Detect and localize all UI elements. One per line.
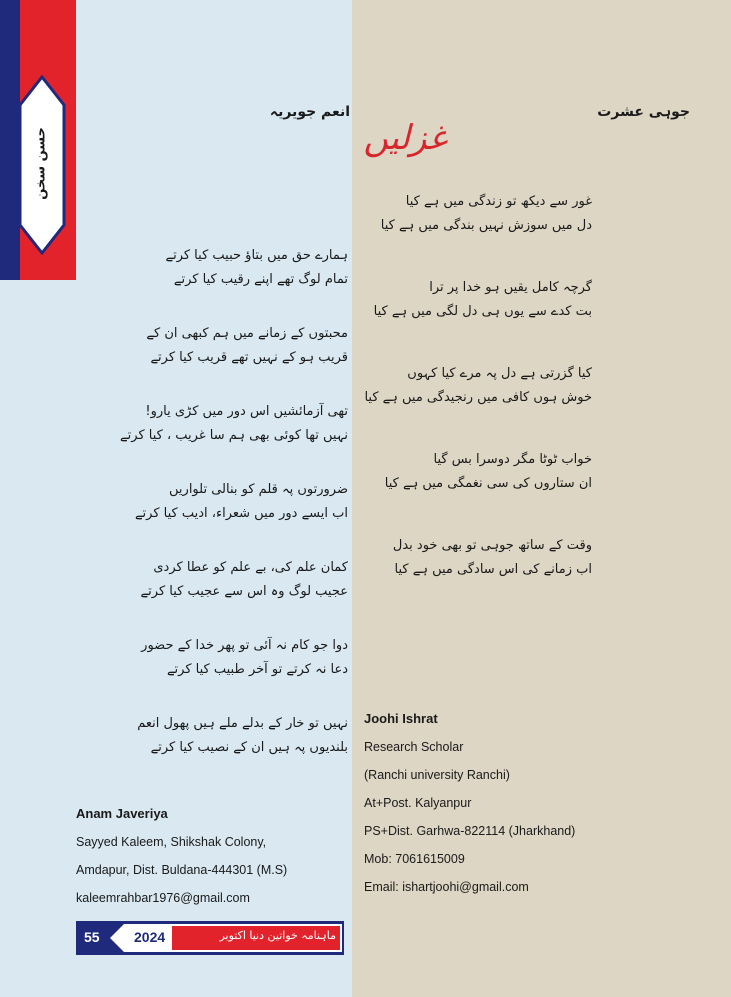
couplet <box>118 404 348 452</box>
couplet <box>118 248 348 296</box>
verse-line: گرچہ کامل یقیں ہو خدا پر ترا <box>429 280 592 295</box>
right-address-name: Joohi Ishrat <box>364 711 438 726</box>
magazine-name: ماہنامہ خواتین دنیا اکتوبر <box>219 929 336 942</box>
page-footer <box>76 921 344 955</box>
footer-year: 2024 <box>134 929 166 945</box>
right-address <box>364 705 575 901</box>
left-address-line: Sayyed Kaleem, Shikshak Colony, <box>76 835 267 849</box>
verse-line: قریب ہو کے نہیں تھے قریب کیا کرتے <box>150 349 348 365</box>
verse-line: عجیب لوگ وہ اس سے عجیب کیا کرتے <box>140 583 348 599</box>
verse-line: خواب ٹوٹا مگر دوسرا بس گیا <box>433 452 592 467</box>
verse-line: دوا جو کام نہ آئی تو پھر خدا کے حضور <box>141 638 348 653</box>
verse-line: غور سے دیکھ تو زندگی میں ہے کیا <box>405 194 592 209</box>
verse-line: نہیں تو خار کے بدلے ملے ہیں پھول انعم <box>137 716 348 731</box>
right-address-email: Email: ishartjoohi@gmail.com <box>364 880 529 894</box>
couplet <box>364 366 592 414</box>
couplet <box>118 482 348 530</box>
verse-line: بت کدے سے یوں ہی دل لگی میں ہے کیا <box>373 303 592 319</box>
verse-line: دعا نہ کرتے تو آخر طبیب کیا کرتے <box>166 661 348 677</box>
couplet <box>118 326 348 374</box>
verse-line: خوش ہوں کافی میں رنجیدگی میں ہے کیا <box>364 389 592 405</box>
verse-line: اب ایسے دور میں شعراء، ادیب کیا کرتے <box>134 505 348 521</box>
verse-line: تمام لوگ تھے اپنے رقیب کیا کرتے <box>173 271 348 287</box>
left-address-name: Anam Javeriya <box>76 806 168 821</box>
right-poet-name: جوہی عشرت <box>597 104 690 120</box>
right-address-line: (Ranchi university Ranchi) <box>364 768 510 782</box>
verse-line: کمان علم کی، بے علم کو عطا کردی <box>153 560 348 575</box>
right-address-line: Research Scholar <box>364 740 464 754</box>
left-poet-name: انعم جویریہ <box>269 104 350 120</box>
verse-line: محبتوں کے زمانے میں ہم کبھی ان کے <box>146 326 348 341</box>
verse-line: ہمارے حق میں بتاؤ حبیب کیا کرتے <box>165 248 348 263</box>
page-number: 55 <box>84 929 100 945</box>
verse-line: نہیں تھا کوئی بھی ہم سا غریب ، کیا کرتے <box>120 427 348 443</box>
verse-line: اب زمانے کی اس سادگی میں ہے کیا <box>394 561 592 577</box>
section-badge <box>18 75 66 255</box>
verse-line: وقت کے ساتھ جوہی تو بھی خود بدل <box>392 538 592 553</box>
ghazal-title: غزلیں <box>363 118 447 158</box>
couplet <box>380 538 592 586</box>
verse-line: بلندیوں پہ ہیں ان کے نصیب کیا کرتے <box>150 739 348 755</box>
left-address <box>76 800 287 912</box>
verse-line: ان ستاروں کی سی نغمگی میں ہے کیا <box>384 475 592 491</box>
couplet <box>373 280 592 328</box>
couplet <box>118 638 348 686</box>
right-address-line: At+Post. Kalyanpur <box>364 796 472 810</box>
verse-line: تھی آزمائشیں اس دور میں کڑی یارو! <box>145 404 348 419</box>
left-address-email: kaleemrahbar1976@gmail.com <box>76 891 250 905</box>
couplet <box>118 716 348 764</box>
right-address-phone: Mob: 7061615009 <box>364 852 465 866</box>
side-band-blue <box>0 0 20 280</box>
verse-line: دل میں سوزش نہیں بندگی میں ہے کیا <box>380 217 592 233</box>
right-address-line: PS+Dist. Garhwa-822114 (Jharkhand) <box>364 824 576 838</box>
left-address-line: Amdapur, Dist. Buldana-444301 (M.S) <box>76 863 288 877</box>
verse-line: ضرورتوں پہ قلم کو بنالی تلواریں <box>169 482 348 497</box>
verse-line: کیا گزرتی ہے دل پہ مرے کیا کہوں <box>407 366 592 381</box>
couplet <box>380 194 592 242</box>
couplet <box>380 452 592 500</box>
couplet <box>118 560 348 608</box>
badge-label: حسن سخن <box>33 127 49 200</box>
